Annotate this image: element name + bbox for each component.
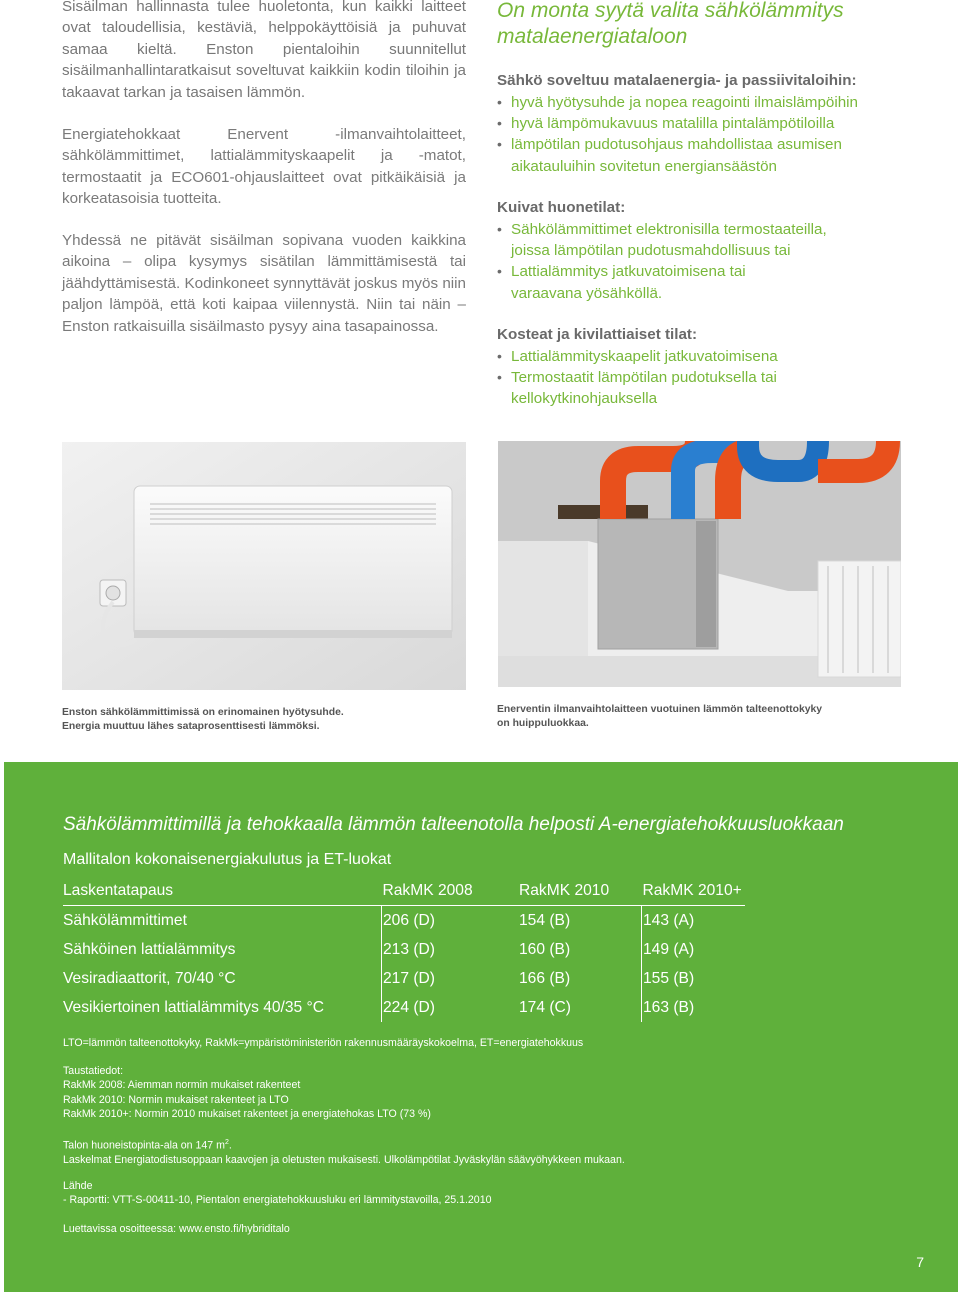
heater-illustration	[62, 442, 466, 690]
background-title: Taustatiedot:	[63, 1065, 124, 1077]
table-header-cell: RakMK 2008	[382, 876, 520, 906]
table-row	[63, 935, 745, 964]
table-cell: 143 (A)	[642, 906, 746, 936]
background-line: RakMk 2010+: Normin 2010 mukaiset rakenteet ja energiatehokas LTO (73 %)	[63, 1107, 431, 1120]
table-header-cell: RakMK 2010	[519, 876, 642, 906]
calculation-notes	[63, 1136, 933, 1167]
heater-caption-line1: Enston sähkölämmittimissä on erinomainen hyötysuhde.	[62, 707, 344, 718]
area-superscript: 2	[224, 1139, 229, 1146]
table-cell: Sähköinen lattialämmitys	[63, 940, 236, 958]
area-suffix: .	[228, 1139, 232, 1152]
lead-paragraph: Sisäilman hallinnasta tulee huoletonta, kun kaikki laitteet ovat taloudellisia, kestäviä, helppokäyttöisiä ja puhuvat samaa kieltä. Enston pientaloihin suunnitellut sisäilmanhallintaratkaisut soveltuvat kaikkiin kodin tiloihin ja takaavat tarkan ja tasaisen lämmön.	[62, 0, 466, 101]
list-item: • Sähkölämmittimet elektronisilla termostaateilla, joissa lämpötilan pudotusmahdollisuus tai	[497, 219, 851, 261]
table-cell: 166 (B)	[519, 969, 571, 987]
table-cell: 174 (C)	[519, 998, 571, 1016]
table-header-row	[63, 876, 745, 906]
section1-title: Sähkö soveltuu matalaenergia- ja passiivitaloihin:	[497, 72, 857, 89]
table-cell: 163 (B)	[642, 993, 746, 1022]
box-title: Sähkölämmittimillä ja tehokkaalla lämmön talteenotolla helposti A-energiatehokkuusluokkaan	[63, 814, 844, 835]
section1-list	[497, 92, 937, 177]
list-item: • Termostaatit lämpötilan pudotuksella tai kellokytkinohjauksella	[497, 367, 801, 409]
heater-caption	[62, 706, 344, 734]
calc-line: Laskelmat Energiatodistusoppaan kaavojen ja oletusten mukaisesti. Ulkolämpötilat Jyväskylän säävyöhykkeen mukaan.	[63, 1153, 625, 1166]
table-cell: 149 (A)	[642, 935, 746, 964]
energy-table	[63, 876, 745, 1022]
right-heading	[497, 0, 937, 50]
list-item: • Lattialämmitys jatkuvatoimisena tai varaavana yösähköllä.	[497, 261, 751, 303]
table-cell: 206 (D)	[382, 906, 520, 936]
table-cell: Vesikiertoinen lattialämmitys 40/35 °C	[63, 998, 325, 1016]
right-heading-line1: On monta syytä valita sähkölämmitys	[497, 0, 844, 22]
box-subtitle: Mallitalon kokonaisenergiakulutus ja ET-luokat	[63, 851, 392, 868]
table-cell: 155 (B)	[642, 964, 746, 993]
area-line	[63, 1136, 933, 1153]
paragraph-products: Energiatehokkaat Enervent -ilmanvaihtolaitteet, sähkölämmittimet, lattialämmityskaapelit ja -matot, termostaatit ja ECO601-ohjauslaitteet ovat pitkäikäisiä ja korkeatasoisia tuotteita.	[62, 126, 466, 208]
table-cell: Vesiradiaattorit, 70/40 °C	[63, 969, 236, 987]
section2-title: Kuivat huonetilat:	[497, 199, 626, 216]
table-cell: 217 (D)	[382, 964, 520, 993]
paragraph-balance: Yhdessä ne pitävät sisäilman sopivana vuoden kaikkina aikoina – olipa kysymys sisätilan lämmittämisestä tai jäähdyttämisestä. Kodinkoneet synnyttävät joskus myös niin paljon lämpöä, että koti kaipaa viilennystä. Niin tai näin – Enston ratkaisuilla sisäilmasto pysyy aina tasapainossa.	[62, 232, 466, 335]
list-item: • hyvä lämpömukavuus matalilla pintalämpötiloilla	[497, 113, 937, 134]
background-info	[63, 1064, 933, 1121]
ventilation-photo	[498, 441, 901, 687]
list-item: • hyvä hyötysuhde ja nopea reagointi ilmaislämpöihin	[497, 92, 937, 113]
table-cell: Sähkölämmittimet	[63, 911, 187, 929]
table-header-cell: RakMK 2010+	[642, 876, 746, 906]
source-title: Lähde	[63, 1180, 93, 1192]
table-row	[63, 993, 745, 1022]
section3-title: Kosteat ja kivilattiaiset tilat:	[497, 326, 698, 343]
ventilation-caption	[497, 703, 822, 731]
table-header-cell: Laskentatapaus	[63, 876, 382, 906]
abbreviations-note: LTO=lämmön talteenottokyky, RakMk=ympäristöministeriön rakennusmääräyskokoelma, ET=energiatehokkuus	[63, 1037, 584, 1049]
list-item: • Lattialämmityskaapelit jatkuvatoimisena	[497, 346, 937, 367]
page-number: 7	[916, 1254, 924, 1270]
energy-info-box	[4, 762, 958, 1292]
source-line: - Raportti: VTT-S-00411-10, Pientalon energiatehokkuusluku eri lämmitystavoilla, 25.1.2010	[63, 1194, 492, 1207]
table-cell: 154 (B)	[519, 911, 571, 929]
ventilation-illustration	[498, 441, 901, 687]
source-info	[63, 1179, 933, 1208]
ventilation-caption-line1: Enerventin ilmanvaihtolaitteen vuotuinen lämmön talteenottokyky	[497, 704, 823, 715]
right-heading-line2: matalaenergiataloon	[497, 25, 688, 48]
background-line: RakMk 2010: Normin mukaiset rakenteet ja LTO	[63, 1093, 289, 1106]
table-cell: 224 (D)	[382, 993, 520, 1022]
background-line: RakMk 2008: Aiemman normin mukaiset rakenteet	[63, 1079, 301, 1092]
heater-photo	[62, 442, 466, 690]
table-row	[63, 964, 745, 993]
heater-caption-line2: Energia muuttuu lähes sataprosenttisesti lämmöksi.	[62, 721, 320, 732]
table-cell: 213 (D)	[382, 935, 520, 964]
ventilation-caption-line2: on huippuluokkaa.	[497, 718, 589, 729]
list-item: • lämpötilan pudotusohjaus mahdollistaa asumisen aikatauluihin sovitetun energiansäästön	[497, 134, 901, 176]
available-link[interactable]: Luettavissa osoitteessa: www.ensto.fi/hybriditalo	[63, 1223, 290, 1235]
area-text: Talon huoneistopinta-ala on 147 m	[63, 1139, 225, 1152]
table-row	[63, 906, 745, 936]
section2-list	[497, 219, 937, 304]
table-cell: 160 (B)	[519, 940, 571, 958]
section3-list	[497, 346, 937, 410]
